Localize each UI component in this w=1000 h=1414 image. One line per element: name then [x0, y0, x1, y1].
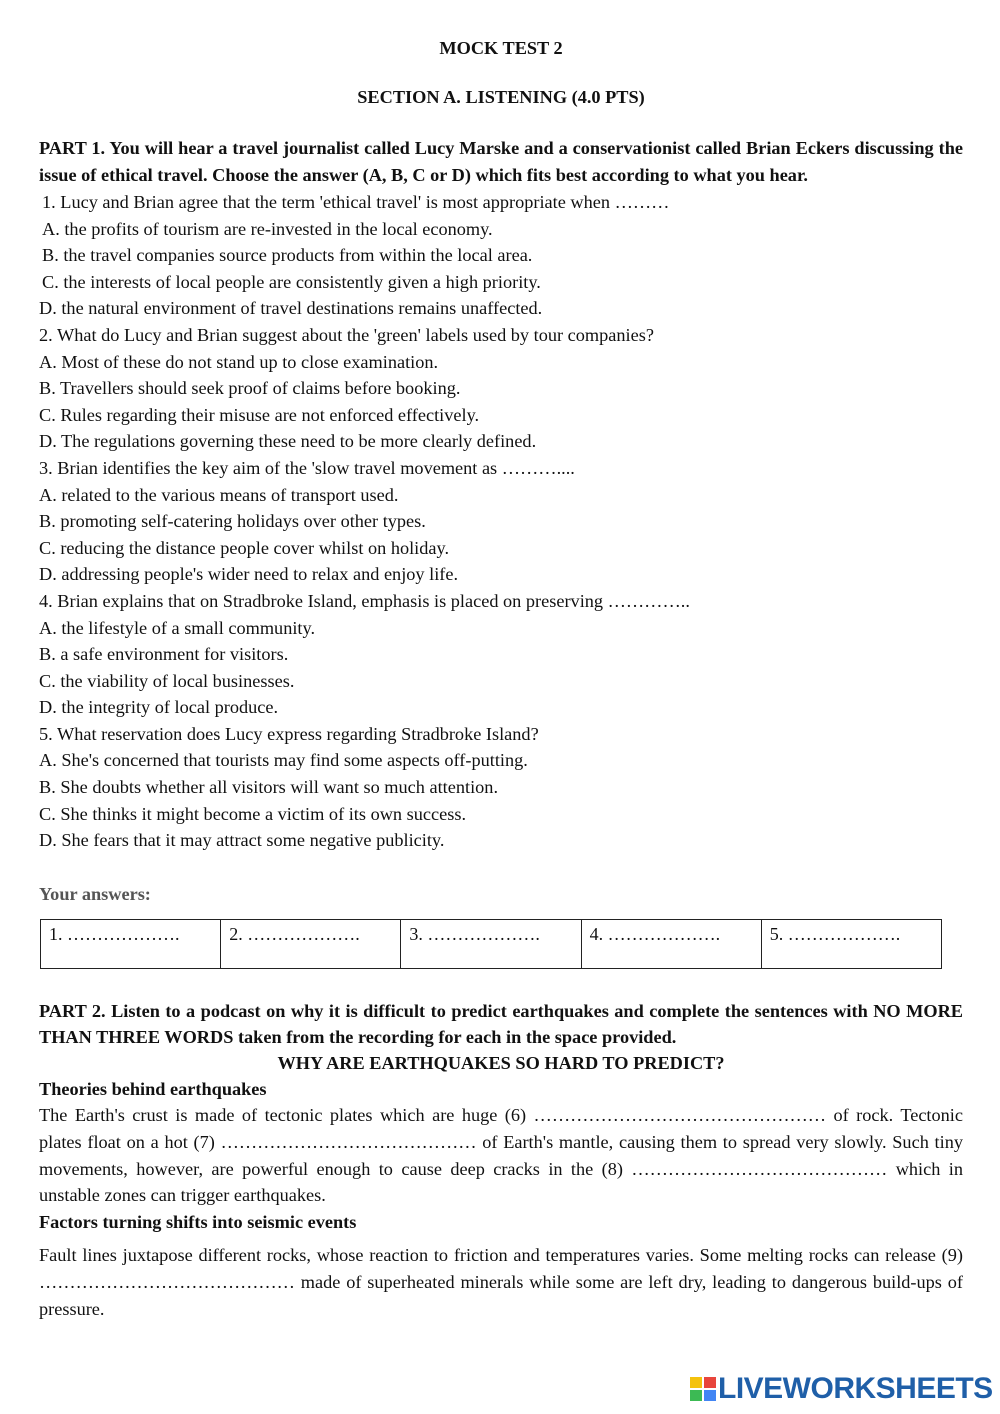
answer-cell-2[interactable]: 2. ……………….: [221, 919, 401, 968]
option-1c: C. the interests of local people are consistently given a high priority.: [42, 271, 541, 292]
option-4a: A. the lifestyle of a small community.: [39, 617, 316, 638]
answer-cell-3[interactable]: 3. ……………….: [401, 919, 581, 968]
part2-section: [39, 998, 963, 1322]
option-3b: B. promoting self-catering holidays over other types.: [39, 511, 426, 532]
part2-heading: WHY ARE EARTHQUAKES SO HARD TO PREDICT?: [277, 1052, 725, 1073]
option-3a: A. related to the various means of transport used.: [39, 484, 399, 505]
page-title: MOCK TEST 2: [439, 38, 563, 58]
answers-label: Your answers:: [39, 883, 151, 904]
option-5c: C. She thinks it might become a victim of its own success.: [39, 803, 467, 824]
question-2: 2. What do Lucy and Brian suggest about the 'green' labels used by tour companies?: [39, 324, 654, 345]
question-5: 5. What reservation does Lucy express regarding Stradbroke Island?: [39, 723, 539, 744]
subheading-factors: Factors turning shifts into seismic events: [39, 1211, 357, 1232]
option-2d: D. The regulations governing these need to be more clearly defined.: [39, 431, 537, 452]
answer-cell-5[interactable]: 5. ……………….: [761, 919, 941, 968]
logo-mark-icon: [690, 1377, 716, 1401]
answer-table: [40, 919, 942, 969]
part2-instruction: PART 2. Listen to a podcast on why it is difficult to predict earthquakes and complete the sentences with NO MORE THAN THREE WORDS taken from the recording for each in the space provided.: [39, 1000, 963, 1047]
part1-instruction: PART 1. You will hear a travel journalist called Lucy Marske and a conservationist called Brian Eckers discussing the issue of ethical travel. Choose the answer (A, B, C or D) which fits best according to what you hear.: [39, 138, 963, 185]
option-4d: D. the integrity of local produce.: [39, 697, 279, 718]
section-title: SECTION A. LISTENING (4.0 PTS): [357, 87, 645, 107]
option-2b: B. Travellers should seek proof of claims before booking.: [39, 378, 461, 399]
question-1: 1. Lucy and Brian agree that the term 'ethical travel' is most appropriate when ………: [42, 192, 670, 212]
option-3d: D. addressing people's wider need to relax and enjoy life.: [39, 564, 459, 585]
subheading-theories: Theories behind earthquakes: [39, 1078, 267, 1099]
part1-questions: [39, 189, 963, 854]
option-2c: C. Rules regarding their misuse are not enforced effectively.: [39, 404, 480, 425]
worksheet-page: [39, 38, 963, 1322]
option-1d: D. the natural environment of travel destinations remains unaffected.: [39, 298, 543, 319]
paragraph-theories: The Earth's crust is made of tectonic plates which are huge (6) ………………………………………… of rock. Tectonic plates float on a hot (7) …………………………………… of Earth's mantle, causing them to spread very slowly. Such tiny movements, however, are powerful enough to cause deep cracks in the (8) …………………………………… which in unstable zones can trigger earthquakes.: [39, 1105, 963, 1206]
option-1b: B. the travel companies source products from within the local area.: [42, 245, 533, 266]
logo-text: LIVEWORKSHEETS: [718, 1372, 993, 1405]
option-3c: C. reducing the distance people cover whilst on holiday.: [39, 537, 450, 558]
option-1a: A. the profits of tourism are re-invested in the local economy.: [42, 218, 493, 239]
option-5d: D. She fears that it may attract some negative publicity.: [39, 830, 445, 851]
option-4c: C. the viability of local businesses.: [39, 670, 295, 691]
answer-cell-4[interactable]: 4. ……………….: [581, 919, 761, 968]
question-3: 3. Brian identifies the key aim of the 'slow travel movement as ………....: [39, 457, 575, 478]
liveworksheets-logo: [690, 1374, 993, 1404]
option-2a: A. Most of these do not stand up to close examination.: [39, 351, 439, 372]
paragraph-factors: Fault lines juxtapose different rocks, whose reaction to friction and temperatures varies. Some melting rocks can release (9) …………………………………… made of superheated minerals while some are left dry, leading to dangerous build-ups of pressure.: [39, 1245, 963, 1319]
option-5a: A. She's concerned that tourists may find some aspects off-putting.: [39, 750, 528, 771]
question-4: 4. Brian explains that on Stradbroke Island, emphasis is placed on preserving …………..: [39, 590, 690, 611]
answer-cell-1[interactable]: 1. ……………….: [41, 919, 221, 968]
option-4b: B. a safe environment for visitors.: [39, 644, 289, 665]
option-5b: B. She doubts whether all visitors will want so much attention.: [39, 777, 499, 798]
